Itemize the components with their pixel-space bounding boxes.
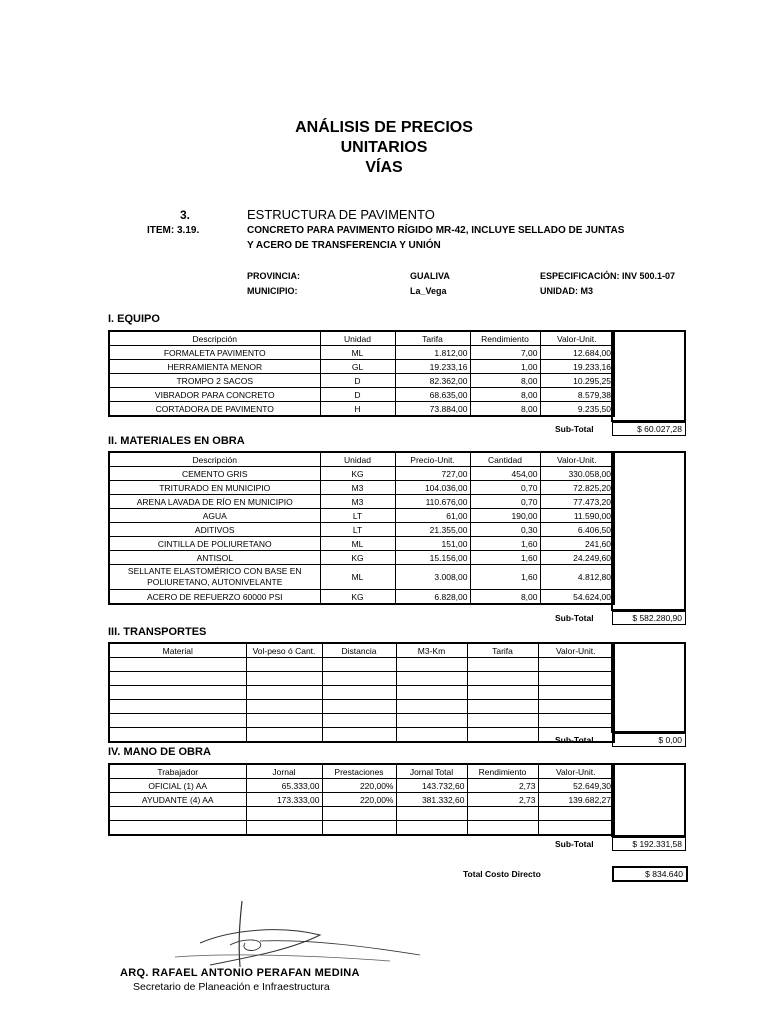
table-row [109, 821, 614, 836]
col-header: Unidad [320, 331, 395, 346]
cell: 6.828,00 [395, 590, 470, 605]
table-row [109, 374, 614, 388]
cell: 104.036,00 [395, 481, 470, 495]
cell: 12.684,00 [540, 346, 614, 360]
cell: 0,30 [470, 523, 540, 537]
materiales-table [108, 451, 615, 605]
col-header: Unidad [320, 452, 395, 467]
page-title-line1: ANÁLISIS DE PRECIOS [295, 119, 473, 136]
cell: 68.635,00 [395, 388, 470, 402]
cell: 143.732,60 [396, 779, 467, 793]
provincia-label: PROVINCIA: [247, 271, 301, 281]
col-header: Tarifa [395, 331, 470, 346]
table-header-row [109, 643, 614, 658]
cell: 54.624,00 [540, 590, 614, 605]
table-header-row [109, 331, 614, 346]
item-description-line2: Y ACERO DE TRANSFERENCIA Y UNIÓN [247, 240, 441, 251]
col-header: Rendimiento [467, 764, 538, 779]
chapter-number: 3. [180, 208, 191, 222]
table-row [109, 590, 614, 605]
table-row [109, 779, 614, 793]
cell: 6.406,50 [540, 523, 614, 537]
cell: 19.233,16 [540, 360, 614, 374]
mano-obra-subtotal-value: $ 192.331,58 [612, 837, 686, 851]
col-header: Rendimiento [470, 331, 540, 346]
page-title-line3: VÍAS [365, 159, 403, 176]
col-header: Tarifa [467, 643, 538, 658]
cell: 1.812,00 [395, 346, 470, 360]
table-row [109, 481, 614, 495]
table-header-row [109, 452, 614, 467]
cell: 110.676,00 [395, 495, 470, 509]
col-header: Distancia [322, 643, 396, 658]
cell: VIBRADOR PARA CONCRETO [109, 388, 320, 402]
col-header: Precio-Unit. [395, 452, 470, 467]
cell: AYUDANTE (4) AA [109, 793, 246, 807]
section-equipo-title: I. EQUIPO [108, 313, 160, 325]
item-label: ITEM: 3.19. [147, 225, 200, 236]
cell: 4.812,80 [540, 565, 614, 590]
item-description-line1: CONCRETO PARA PAVIMENTO RÍGIDO MR-42, INCLUYE SELLADO DE JUNTAS [247, 225, 625, 236]
cell: CEMENTO GRIS [109, 467, 320, 481]
col-header: Jornal Total [396, 764, 467, 779]
municipio-value: La_Vega [410, 286, 447, 296]
cell: TROMPO 2 SACOS [109, 374, 320, 388]
cell: 0,70 [470, 481, 540, 495]
equipo-subtotal-label: Sub-Total [555, 424, 594, 434]
table-row [109, 658, 614, 672]
cell: M3 [320, 481, 395, 495]
cell: 190,00 [470, 509, 540, 523]
cell: LT [320, 509, 395, 523]
cell: 151,00 [395, 537, 470, 551]
cell: ANTISOL [109, 551, 320, 565]
cell: 8.579,38 [540, 388, 614, 402]
cell: 10.295,25 [540, 374, 614, 388]
cell: 1,60 [470, 551, 540, 565]
cell: 7,00 [470, 346, 540, 360]
col-header: Vol-peso ó Cant. [246, 643, 322, 658]
cell: ML [320, 346, 395, 360]
mano-obra-side-box [611, 763, 686, 837]
signature-image [170, 895, 470, 970]
cell: 19.233,16 [395, 360, 470, 374]
cell: HERRAMIENTA MENOR [109, 360, 320, 374]
cell: 8,00 [470, 374, 540, 388]
cell: 2,73 [467, 793, 538, 807]
cell: 139.682,27 [538, 793, 614, 807]
section-mano-obra-title: IV. MANO DE OBRA [108, 746, 211, 758]
col-header: Descripción [109, 331, 320, 346]
table-row [109, 523, 614, 537]
table-row [109, 551, 614, 565]
table-row [109, 700, 614, 714]
col-header: Trabajador [109, 764, 246, 779]
cell: 8,00 [470, 590, 540, 605]
cell: 61,00 [395, 509, 470, 523]
cell: 220,00% [322, 779, 396, 793]
cell: CINTILLA DE POLIURETANO [109, 537, 320, 551]
table-row [109, 672, 614, 686]
col-header: Descripción [109, 452, 320, 467]
table-row [109, 509, 614, 523]
table-row [109, 793, 614, 807]
cell: 73.884,00 [395, 402, 470, 417]
col-header: Valor-Unit. [538, 643, 614, 658]
municipio-label: MUNICIPIO: [247, 286, 298, 296]
cell: D [320, 374, 395, 388]
page-title-line2: UNITARIOS [340, 139, 428, 156]
cell: SELLANTE ELASTOMÉRICO CON BASE EN POLIURETANO, AUTONIVELANTE [109, 565, 320, 590]
cell: ML [320, 565, 395, 590]
transportes-subtotal-label: Sub-Total [555, 735, 594, 745]
materiales-subtotal-label: Sub-Total [555, 613, 594, 623]
cell: 24.249,60 [540, 551, 614, 565]
cell: KG [320, 467, 395, 481]
materiales-side-box [611, 451, 686, 611]
cell: 241,60 [540, 537, 614, 551]
cell: 72.825,20 [540, 481, 614, 495]
cell: 727,00 [395, 467, 470, 481]
cell: KG [320, 590, 395, 605]
cell: 8,00 [470, 388, 540, 402]
chapter-name: ESTRUCTURA DE PAVIMENTO [247, 207, 435, 222]
table-row [109, 728, 614, 743]
table-row [109, 714, 614, 728]
cell: 1,60 [470, 537, 540, 551]
cell: 65.333,00 [246, 779, 322, 793]
cell: ADITIVOS [109, 523, 320, 537]
table-row [109, 807, 614, 821]
table-row [109, 467, 614, 481]
mano-obra-table [108, 763, 615, 836]
table-row [109, 565, 614, 590]
transportes-table [108, 642, 615, 743]
cell: 82.362,00 [395, 374, 470, 388]
table-row [109, 346, 614, 360]
total-label: Total Costo Directo [463, 869, 541, 879]
cell: D [320, 388, 395, 402]
cell: ARENA LAVADA DE RÍO EN MUNICIPIO [109, 495, 320, 509]
cell: FORMALETA PAVIMENTO [109, 346, 320, 360]
table-row [109, 537, 614, 551]
cell: 454,00 [470, 467, 540, 481]
cell: 330.058,00 [540, 467, 614, 481]
col-header: Valor-Unit. [540, 452, 614, 467]
cell: 21.355,00 [395, 523, 470, 537]
cell: 52.649,30 [538, 779, 614, 793]
cell: 1,60 [470, 565, 540, 590]
table-row [109, 360, 614, 374]
table-row [109, 495, 614, 509]
equipo-side-box [611, 330, 686, 422]
table-row [109, 402, 614, 417]
cell: 1,00 [470, 360, 540, 374]
col-header: Prestaciones [322, 764, 396, 779]
cell: KG [320, 551, 395, 565]
col-header: Valor-Unit. [540, 331, 614, 346]
mano-obra-subtotal-label: Sub-Total [555, 839, 594, 849]
cell: TRITURADO EN MUNICIPIO [109, 481, 320, 495]
table-row [109, 388, 614, 402]
cell: 381.332,60 [396, 793, 467, 807]
col-header: Cantidad [470, 452, 540, 467]
cell: ACERO DE REFUERZO 60000 PSI [109, 590, 320, 605]
col-header: Material [109, 643, 246, 658]
col-header: Valor-Unit. [538, 764, 614, 779]
cell: CORTADORA DE PAVIMENTO [109, 402, 320, 417]
cell: 11.590,00 [540, 509, 614, 523]
cell: 0,70 [470, 495, 540, 509]
cell: 77.473,20 [540, 495, 614, 509]
provincia-value: GUALIVA [410, 271, 450, 281]
signer-role: Secretario de Planeación e Infraestructura [133, 981, 330, 993]
equipo-subtotal-value: $ 60.027,28 [612, 422, 686, 436]
table-row [109, 686, 614, 700]
cell: ML [320, 537, 395, 551]
transportes-subtotal-value: $ 0,00 [612, 733, 686, 747]
section-materiales-title: II. MATERIALES EN OBRA [108, 435, 245, 447]
materiales-subtotal-value: $ 582.280,90 [612, 611, 686, 625]
cell: 220,00% [322, 793, 396, 807]
cell: 173.333,00 [246, 793, 322, 807]
cell: 9.235,50 [540, 402, 614, 417]
col-header: Jornal [246, 764, 322, 779]
total-value: $ 834.640 [612, 866, 688, 882]
cell: H [320, 402, 395, 417]
table-header-row [109, 764, 614, 779]
cell: 15.156,00 [395, 551, 470, 565]
cell: OFICIAL (1) AA [109, 779, 246, 793]
transportes-side-box [611, 642, 686, 733]
cell: LT [320, 523, 395, 537]
signer-name: ARQ. RAFAEL ANTONIO PERAFAN MEDINA [120, 967, 360, 979]
cell: GL [320, 360, 395, 374]
especificacion: ESPECIFICACIÓN: INV 500.1-07 [540, 271, 676, 281]
equipo-table [108, 330, 615, 417]
cell: M3 [320, 495, 395, 509]
cell: AGUA [109, 509, 320, 523]
cell: 8,00 [470, 402, 540, 417]
cell: 3.008,00 [395, 565, 470, 590]
col-header: M3-Km [396, 643, 467, 658]
unidad: UNIDAD: M3 [540, 286, 593, 296]
section-transportes-title: III. TRANSPORTES [108, 626, 207, 638]
cell: 2,73 [467, 779, 538, 793]
